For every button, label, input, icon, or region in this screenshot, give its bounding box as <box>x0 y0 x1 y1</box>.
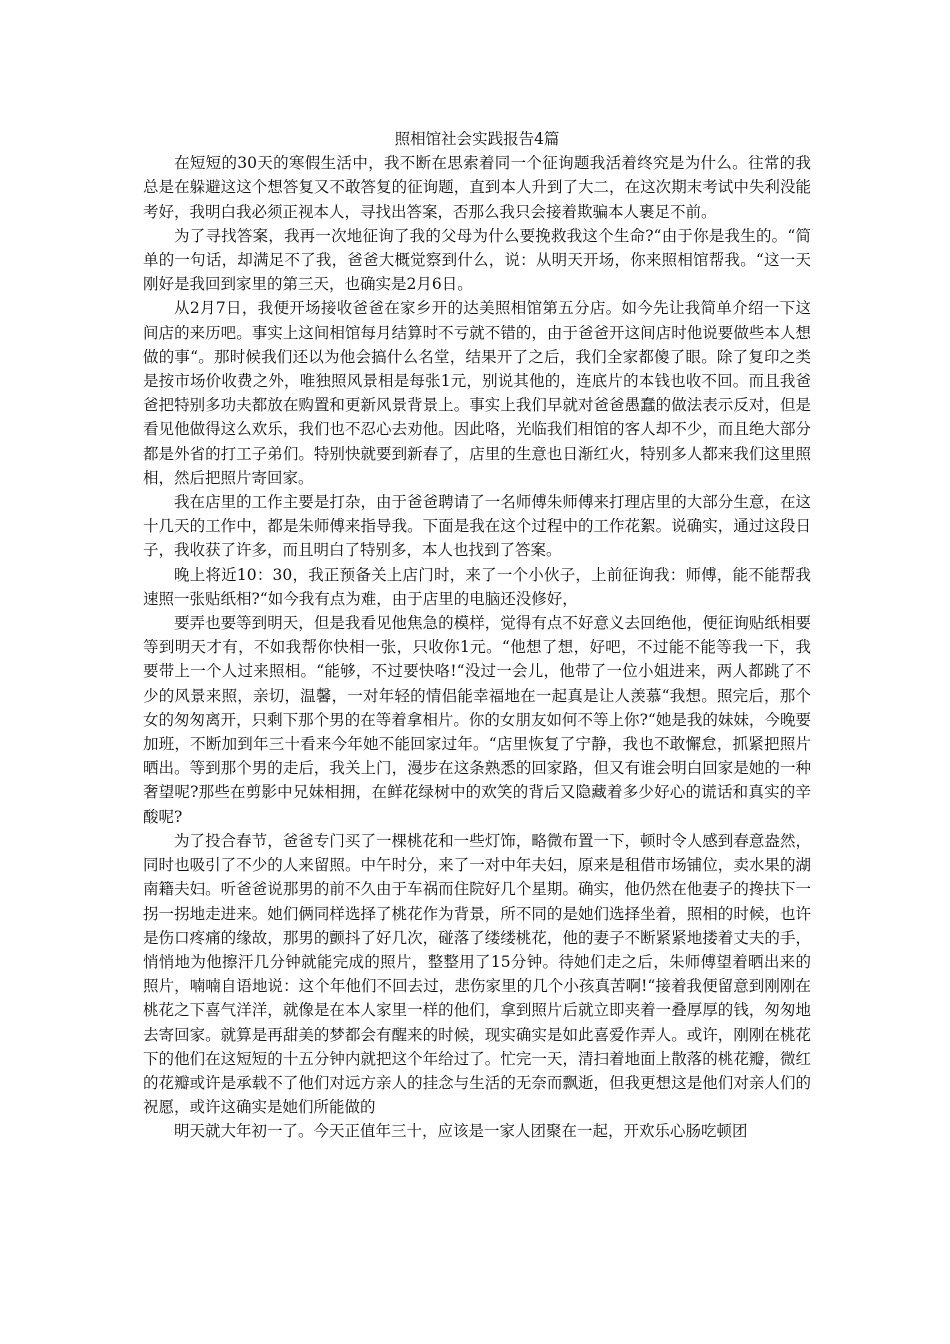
paragraph: 为了寻找答案，我再一次地征询了我的父母为什么要挽救我这个生命?“由于你是我生的。“简单的一句话，却满足不了我，爸爸大概觉察到什么，说：从明天开场，你来照相馆帮我。“这一天刚好是我回到家里的第三天，也确实是2月6日。 <box>143 226 811 294</box>
paragraph: 为了投合春节，爸爸专门买了一棵桃花和一些灯饰，略微布置一下，顿时令人感到春意盎然，同时也吸引了不少的人来留照。中午时分，来了一对中年夫妇，原来是租借市场铺位，卖水果的湖南籍夫妇。听爸爸说那男的前不久由于车祸而住院好几个星期。确实，他仍然在他妻子的搀扶下一拐一拐地走进来。她们俩同样选择了桃花作为背景，所不同的是她们选择坐着，照相的时候，也许是伤口疼痛的缘故，那男的颤抖了好几次，碰落了缕缕桃花，他的妻子不断紧紧地搂着丈夫的手，悄悄地为他擦汗几分钟就能完成的照片，整整用了15分钟。待她们走之后，朱师傅望着晒出来的照片，喃喃自语地说：这个年他们不回去过，悲伤家里的几个小孩真苦啊!“接着我便留意到刚刚在桃花之下喜气洋洋，就像是在本人家里一样的他们，拿到照片后就立即夹着一叠厚厚的钱，匆匆地去寄回家。就算是再甜美的梦都会有醒来的时候，现实确实是如此喜爱作弄人。或许，刚刚在桃花下的他们在这短短的十五分钟内就把这个年给过了。忙完一天，清扫着地面上散落的桃花瓣，微红的花瓣或许是承载不了他们对远方亲人的挂念与生活的无奈而飘逝，但我更想这是他们对亲人们的祝愿，或许这确实是她们所能做的 <box>143 831 811 1117</box>
document-page <box>143 127 811 1144</box>
paragraph: 晚上将近10：30，我正预备关上店门时，来了一个小伙子，上前征询我：师傅，能不能帮我速照一张贴纸相?“如今我有点为难，由于店里的电脑还没修好， <box>143 565 811 608</box>
document-title: 照相馆社会实践报告4篇 <box>394 130 560 148</box>
paragraph: 明天就大年初一了。今天正值年三十，应该是一家人团聚在一起，开欢乐心肠吃顿团 <box>174 1122 748 1141</box>
paragraph: 要弄也要等到明天，但是我看见他焦急的模样，觉得有点不好意义去回绝他，便征询贴纸相要等到明天才有，不如我帮你快相一张，只收你1元。“他想了想，好吧，不过能不能等我一下，我要带上一个人过来照相。“能够，不过要快咯!“没过一会儿，他带了一位小姐进来，两人都跳了不少的风景来照，亲切，温馨，一对年轻的情侣能幸福地在一起真是让人羡慕“我想。照完后，那个女的匆匆离开，只剩下那个男的在等着拿相片。你的女朋友如何不等上你?“她是我的妹妹，今晚要加班，不断加到年三十看来今年她不能回家过年。“店里恢复了宁静，我也不敢懈怠，抓紧把照片晒出。等到那个男的走后，我关上门，漫步在这条熟悉的回家路，但又有谁会明白回家是她的一种奢望呢?那些在剪影中兄妹相拥，在鲜花绿树中的欢笑的背后又隐藏着多少好心的谎话和真实的辛酸呢? <box>143 614 811 826</box>
paragraph: 在短短的30天的寒假生活中，我不断在思索着同一个征询题我活着终究是为什么。往常的我总是在躲避这这个想答复又不敢答复的征询题，直到本人升到了大二，在这次期末考试中失利没能考好，我明白我必须正视本人，寻找出答案，否那么我只会接着欺骗本人裹足不前。 <box>143 154 811 221</box>
paragraph: 我在店里的工作主要是打杂，由于爸爸聘请了一名师傅朱师傅来打理店里的大部分生意，在这十几天的工作中，都是朱师傅来指导我。下面是我在这个过程中的工作花絮。说确实，通过这段日子，我收获了许多，而且明白了特别多，本人也找到了答案。 <box>143 493 811 560</box>
paragraph: 从2月7日，我便开场接收爸爸在家乡开的达美照相馆第五分店。如今先让我简单介绍一下这间店的来历吧。事实上这间相馆每月结算时不亏就不错的，由于爸爸开这间店时他说要做些本人想做的事“。那时候我们还以为他会搞什么名堂，结果开了之后，我们全家都傻了眼。除了复印之类是按市场价收费之外，唯独照风景相是每张1元，别说其他的，连底片的本钱也收不回。而且我爸爸把特别多功夫都放在购置和更新风景背景上。事实上我们早就对爸爸愚蠢的做法表示反对，但是看见他做得这么欢乐，我们也不忍心去劝他。因此咯，光临我们相馆的客人却不少，而且绝大部分都是外省的打工子弟们。特别快就要到新春了，店里的生意也日渐红火，特别多人都来我们这里照相，然后把照片寄回家。 <box>143 299 811 487</box>
